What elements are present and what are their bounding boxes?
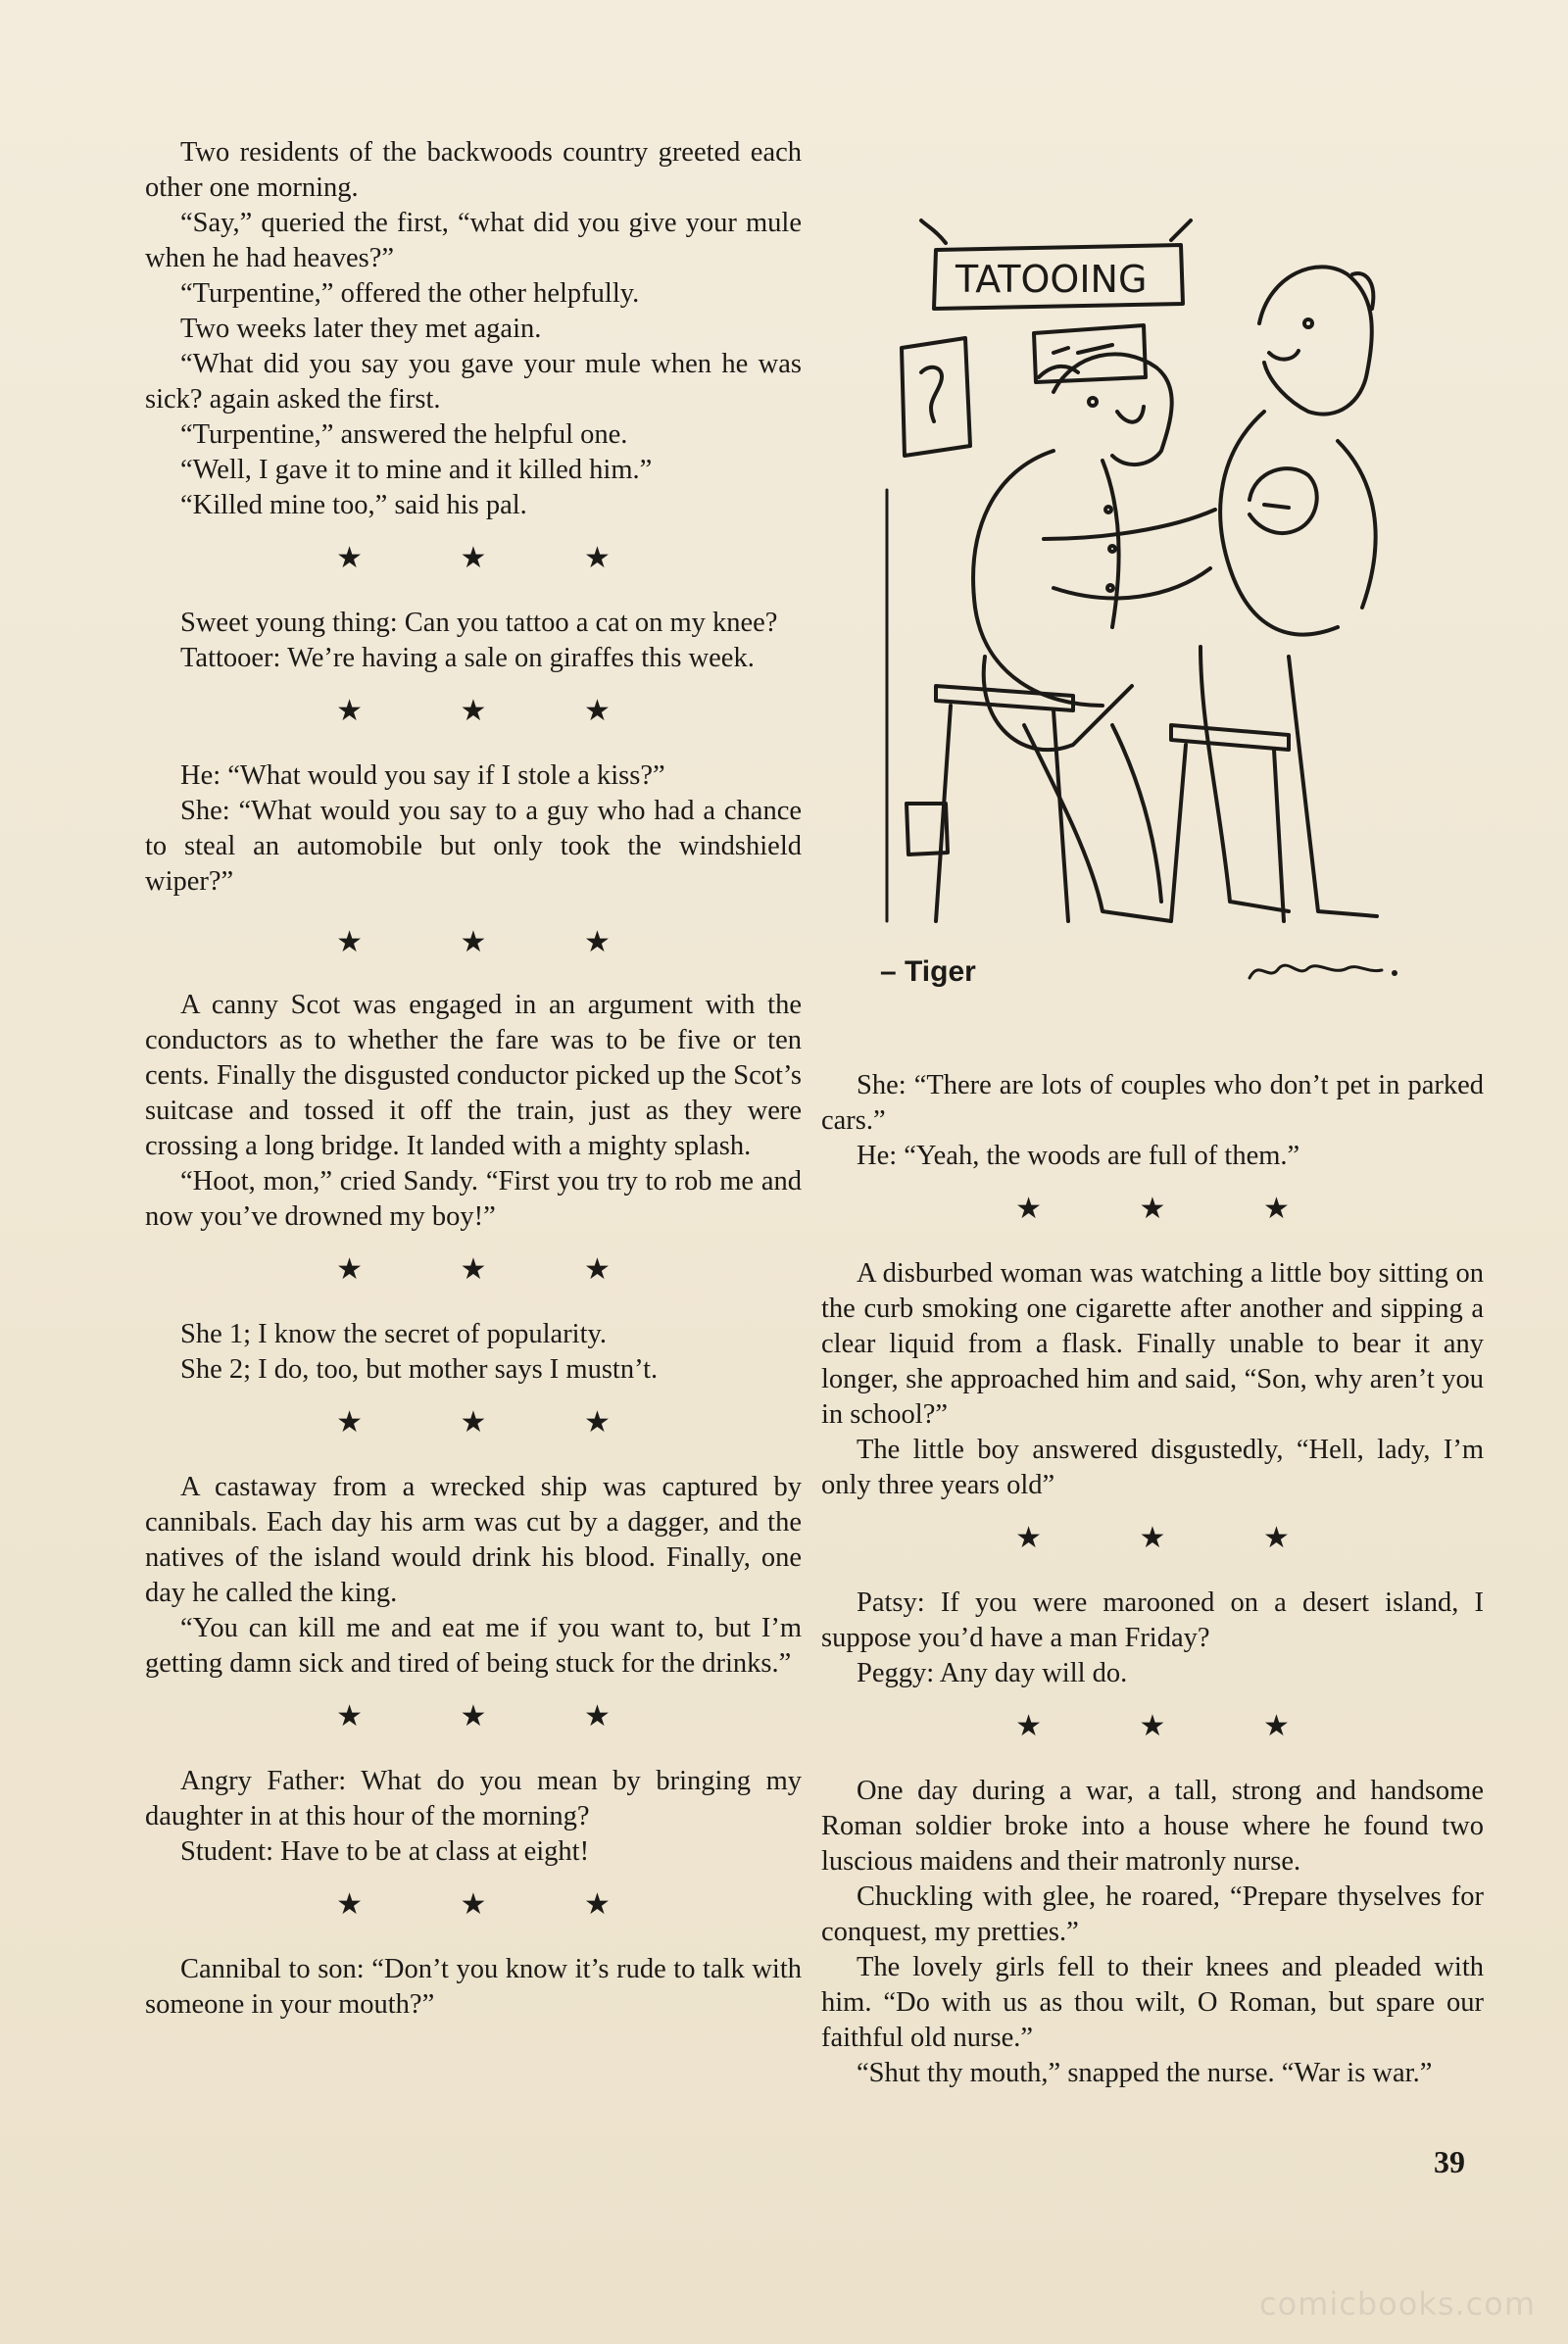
joke-scot [145, 988, 802, 1235]
joke-line: He: “Yeah, the woods are full of them.” [857, 1141, 1300, 1171]
joke-line: The lovely girls fell to their knees and pleaded with him. “Do with us as thou wilt, O Roman, but spare our faithful old nurse.” [821, 1952, 1484, 2053]
joke-line: Student: Have to be at class at eight! [180, 1836, 590, 1867]
joke-line: She 1; I know the secret of popularity. [180, 1319, 608, 1349]
joke-line: A disburbed woman was watching a little boy sitting on the curb smoking one cigarette after another and sipping a clear liquid from a flask. Finally unable to bear it any longer, she approached him and said, “Son, why aren’t you in school?” [821, 1258, 1484, 1430]
tattoo-parlor-cartoon [877, 216, 1436, 941]
joke-angry-father [145, 1764, 802, 1870]
joke-mule [145, 135, 802, 523]
joke-line: She: “What would you say to a guy who had a chance to steal an automobile but only took the windshield wiper?” [145, 796, 802, 897]
joke-kiss [145, 758, 802, 900]
joke-castaway [145, 1470, 802, 1682]
watermark: comicbooks.com [1259, 2285, 1537, 2322]
joke-line: Two weeks later they met again. [180, 314, 542, 344]
joke-line: Angry Father: What do you mean by bringing my daughter in at this hour of the morning? [145, 1766, 802, 1831]
joke-line: Two residents of the backwoods country greeted each other one morning. [145, 137, 802, 203]
star-separator: ★ ★ ★ [1015, 1522, 1335, 1554]
joke-line: “Well, I gave it to mine and it killed him.” [180, 455, 653, 485]
joke-line: “What did you say you gave your mule when he was sick? again asked the first. [145, 349, 802, 415]
star-separator: ★ ★ ★ [336, 1700, 656, 1733]
joke-line: Tattooer: We’re having a sale on giraffes this week. [180, 643, 755, 673]
joke-line: Sweet young thing: Can you tattoo a cat on my knee? [180, 608, 778, 638]
left-column [145, 135, 802, 2032]
right-column [821, 1068, 1484, 2101]
cartoon-credit: – Tiger [880, 955, 976, 988]
star-separator: ★ ★ ★ [336, 542, 656, 574]
joke-cannibal [145, 1952, 802, 2023]
joke-line: “Hoot, mon,” cried Sandy. “First you try to rob me and now you’ve drowned my boy!” [145, 1166, 802, 1232]
joke-line: Chuckling with glee, he roared, “Prepare thyselves for conquest, my pretties.” [821, 1881, 1484, 1947]
joke-tattoo [145, 606, 802, 676]
joke-popularity [145, 1317, 802, 1388]
joke-line: The little boy answered disgustedly, “Hell, lady, I’m only three years old” [821, 1435, 1484, 1500]
joke-line: Cannibal to son: “Don’t you know it’s rude to talk with someone in your mouth?” [145, 1954, 802, 2020]
joke-line: “Turpentine,” offered the other helpfully. [180, 278, 640, 309]
star-separator: ★ ★ ★ [1015, 1193, 1335, 1225]
joke-line: “Shut thy mouth,” snapped the nurse. “War is war.” [857, 2058, 1433, 2088]
joke-line: “Say,” queried the first, “what did you give your mule when he had heaves?” [145, 208, 802, 273]
artist-signature [1240, 939, 1406, 998]
star-separator: ★ ★ ★ [336, 926, 656, 958]
star-separator: ★ ★ ★ [336, 1253, 656, 1286]
joke-little-boy [821, 1256, 1484, 1503]
joke-roman-soldier [821, 1774, 1484, 2091]
joke-line: A castaway from a wrecked ship was captured by cannibals. Each day his arm was cut by a dagger, and the natives of the island would drink his blood. Finally, one day he called the king. [145, 1472, 802, 1608]
joke-line: A canny Scot was engaged in an argument with the conductors as to whether the fare was to be five or ten cents. Finally the disgusted conductor picked up the Scot’s suitcase and tossed it off the train, just as they were crossing a long bridge. It landed with a mighty splash. [145, 990, 802, 1161]
joke-line: “Killed mine too,” said his pal. [180, 490, 527, 520]
star-separator: ★ ★ ★ [336, 695, 656, 727]
star-separator: ★ ★ ★ [1015, 1710, 1335, 1742]
joke-line: She 2; I do, too, but mother says I mustn’t. [180, 1354, 659, 1385]
joke-line: “Turpentine,” answered the helpful one. [180, 419, 628, 450]
joke-line: She: “There are lots of couples who don’t pet in parked cars.” [821, 1070, 1484, 1136]
joke-line: “You can kill me and eat me if you want to, but I’m getting damn sick and tired of being stuck for the drinks.” [145, 1613, 802, 1679]
joke-man-friday [821, 1586, 1484, 1691]
joke-line: Patsy: If you were marooned on a desert island, I suppose you’d have a man Friday? [821, 1587, 1484, 1653]
tattooing-sign-text: TATOOING [956, 258, 1148, 301]
joke-parked-cars [821, 1068, 1484, 1174]
page-number: 39 [1434, 2144, 1465, 2179]
joke-line: One day during a war, a tall, strong and handsome Roman soldier broke into a house where he found two luscious maidens and their matronly nurse. [821, 1776, 1484, 1877]
joke-line: Peggy: Any day will do. [857, 1658, 1128, 1688]
joke-line: He: “What would you say if I stole a kiss?” [180, 760, 665, 791]
star-separator: ★ ★ ★ [336, 1406, 656, 1439]
star-separator: ★ ★ ★ [336, 1888, 656, 1921]
